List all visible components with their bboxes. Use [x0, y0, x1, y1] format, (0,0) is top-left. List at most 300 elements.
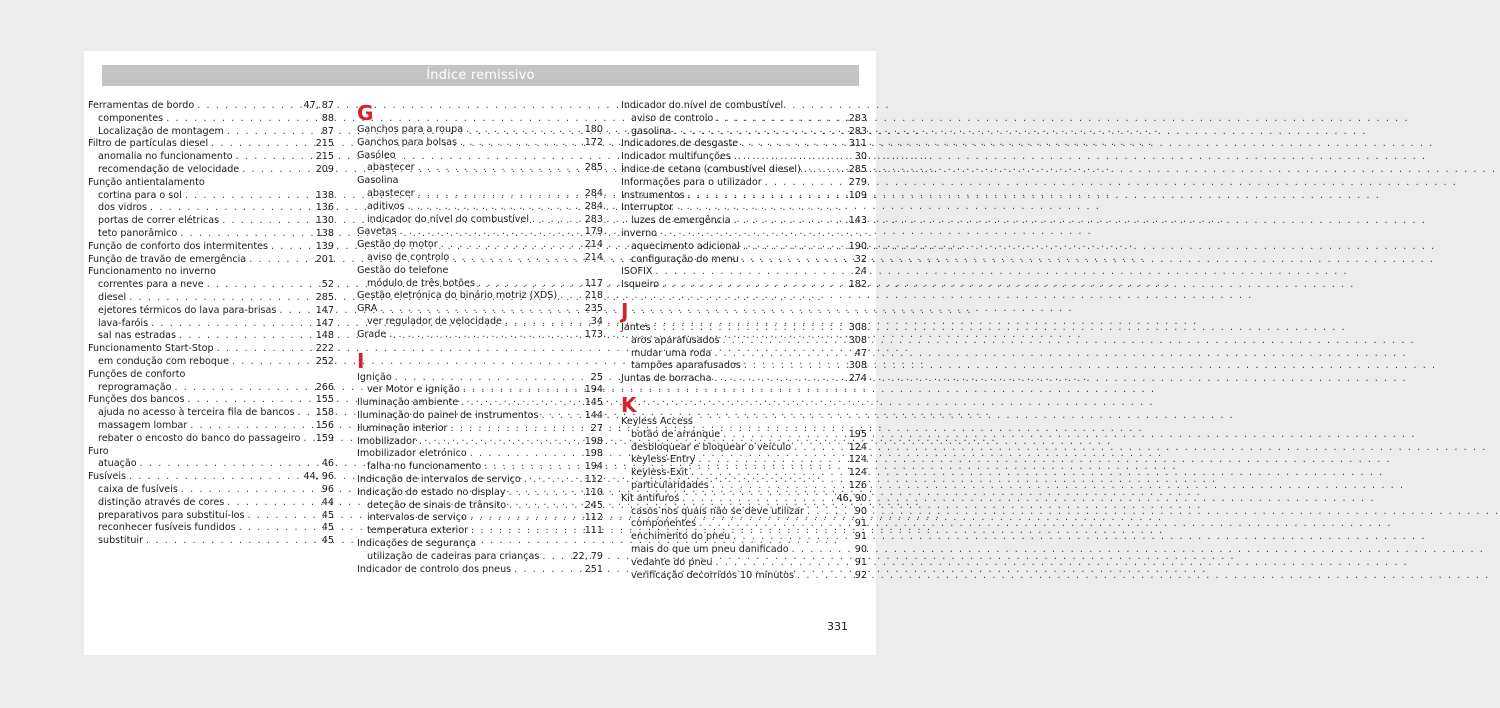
dot-leader	[303, 433, 312, 446]
index-subentry	[88, 497, 334, 510]
entry-page-ref: 222	[315, 343, 334, 355]
dot-leader	[560, 290, 582, 303]
index-subentry	[88, 330, 334, 343]
entry-term: Gavetas	[357, 226, 397, 238]
entry-page-ref: 91	[854, 518, 867, 530]
entry-page-ref: 209	[315, 163, 334, 175]
entry-term: Indicação do estado no display	[357, 486, 506, 498]
index-subentry	[621, 360, 867, 373]
entry-page-ref: 88	[321, 112, 334, 124]
index-subentry	[88, 190, 334, 203]
entry-page-ref: 27	[590, 422, 603, 434]
index-entry	[88, 343, 334, 356]
entry-term: mudar uma roda	[631, 347, 712, 359]
index-subentry	[88, 522, 334, 535]
entry-page-ref: 46, 90	[836, 492, 867, 504]
index-subentry	[357, 162, 603, 175]
index-entry	[621, 279, 867, 292]
index-subentry	[88, 164, 334, 177]
entry-term: Isqueiro	[621, 279, 660, 291]
entry-term: cortina para o sol	[98, 189, 182, 201]
index-heading: Furo	[88, 445, 109, 457]
dot-leader	[395, 372, 588, 385]
entry-term: intervalos de serviço	[367, 512, 467, 524]
entry-term: portas de correr elétricas	[98, 215, 220, 227]
entry-page-ref: 109	[848, 189, 867, 201]
entry-page-ref: 285	[584, 162, 603, 174]
entry-page-ref: 144	[584, 409, 603, 421]
dot-leader	[744, 360, 846, 373]
index-subentry	[621, 570, 867, 583]
entry-page-ref: 96	[321, 483, 334, 495]
entry-term: luzes de emergência	[631, 215, 731, 227]
dot-leader	[542, 551, 569, 564]
dot-leader	[734, 151, 852, 164]
dot-leader	[655, 266, 851, 279]
entry-page-ref: 283	[848, 112, 867, 124]
entry-term: distinção através de cores	[98, 496, 225, 508]
entry-term: ver Motor e ignição	[367, 384, 460, 396]
entry-page-ref: 147	[315, 317, 334, 329]
index-subentry	[621, 113, 867, 126]
index-entry	[357, 372, 603, 385]
dot-leader	[419, 436, 582, 449]
entry-page-ref: 274	[848, 373, 867, 385]
entry-term: componentes	[98, 112, 164, 124]
entry-term: tampões aparafusados	[631, 360, 741, 372]
index-subentry	[621, 429, 867, 442]
index-entry	[357, 474, 603, 487]
index-entry	[621, 322, 867, 335]
index-section-letter: G	[357, 101, 374, 125]
index-entry	[357, 303, 603, 316]
entry-page-ref: 155	[315, 394, 334, 406]
dot-leader	[418, 162, 582, 175]
entry-page-ref: 201	[315, 253, 334, 265]
entry-page-ref: 251	[584, 563, 603, 575]
page-header: Índice remissivo	[102, 65, 859, 86]
entry-term: caixa de fusíveis	[98, 483, 178, 495]
entry-page-ref: 45	[321, 509, 334, 521]
entry-page-ref: 124	[848, 454, 867, 466]
entry-page-ref: 308	[848, 360, 867, 372]
index-entry	[621, 177, 867, 190]
entry-term: dos vidros	[98, 202, 148, 214]
dot-leader	[470, 448, 582, 461]
dot-leader	[175, 382, 313, 395]
dot-leader	[150, 202, 313, 215]
entry-page-ref: 52	[321, 279, 334, 291]
index-entry	[357, 423, 603, 436]
dot-leader	[674, 126, 846, 139]
entry-term: Indicador multifunções	[621, 151, 731, 163]
index-entry	[357, 124, 603, 137]
index-heading: inverno	[621, 227, 658, 239]
entry-page-ref: 283	[584, 213, 603, 225]
dot-leader	[211, 138, 313, 151]
entry-page-ref: 198	[584, 435, 603, 447]
index-subentry	[621, 506, 867, 519]
dot-leader	[227, 497, 319, 510]
dot-leader	[400, 226, 582, 239]
entry-term: ajuda no acesso à terceira fila de bancos	[98, 407, 295, 419]
entry-page-ref: 145	[584, 397, 603, 409]
entry-page-ref: 87	[321, 125, 334, 137]
dot-leader	[461, 397, 581, 410]
entry-page-ref: 285	[315, 291, 334, 303]
index-entry	[88, 138, 334, 151]
entry-term: módulo de três botões	[367, 277, 475, 289]
entry-term: Ferramentas de bordo	[88, 100, 195, 111]
index-section-letter: K	[621, 392, 637, 417]
dot-leader	[140, 458, 319, 471]
dot-leader	[743, 241, 846, 254]
index-entry	[88, 100, 334, 113]
dot-leader	[187, 394, 312, 407]
index-subentry	[621, 335, 867, 348]
dot-leader	[716, 113, 845, 126]
dot-leader	[389, 329, 581, 342]
dot-leader	[765, 177, 846, 190]
entry-page-ref: 139	[315, 240, 334, 252]
dot-leader	[734, 215, 846, 228]
entry-page-ref: 91	[854, 531, 867, 543]
index-subentry	[621, 531, 867, 544]
entry-page-ref: 283	[848, 125, 867, 137]
dot-leader	[441, 239, 582, 252]
manual-page	[84, 51, 876, 655]
index-column-3	[621, 100, 867, 582]
entry-term: Indicadores de desgaste	[621, 138, 739, 150]
index-subentry	[88, 535, 334, 548]
dot-leader	[742, 254, 852, 267]
dot-leader	[524, 474, 582, 487]
index-entry	[621, 164, 867, 177]
entry-term: enchimento do pneu	[631, 531, 731, 543]
entry-page-ref: 214	[584, 239, 603, 251]
entry-page-ref: 110	[584, 486, 603, 498]
entry-page-ref: 190	[848, 240, 867, 252]
entry-page-ref: 44	[321, 496, 334, 508]
dot-leader	[733, 531, 852, 544]
index-entry	[357, 448, 603, 461]
index-subentry	[88, 279, 334, 292]
entry-term: ejetores térmicos do lava para-brisas	[98, 304, 277, 316]
index-subentry	[357, 551, 603, 564]
dot-leader	[691, 467, 846, 480]
entry-page-ref: 22, 79	[572, 550, 603, 562]
index-entry	[621, 190, 867, 203]
index-heading: Gasolina	[357, 175, 399, 187]
entry-page-ref: 198	[584, 448, 603, 460]
entry-page-ref: 194	[584, 461, 603, 473]
entry-term: deteção de sinais de trânsito	[367, 499, 507, 511]
entry-term: Gestão eletrónica do binário motriz (XDS)	[357, 290, 558, 302]
entry-term: aviso de controlo	[367, 251, 450, 263]
entry-page-ref: 47, 87	[303, 100, 334, 111]
dot-leader	[129, 292, 312, 305]
dot-leader	[505, 316, 588, 329]
index-subentry	[88, 407, 334, 420]
dot-leader	[452, 252, 581, 265]
index-subentry	[357, 316, 603, 329]
dot-leader	[151, 318, 313, 331]
index-entry	[357, 397, 603, 410]
dot-leader	[698, 454, 845, 467]
index-entry	[357, 137, 603, 150]
entry-term: desbloquear e bloquear o veículo	[631, 441, 792, 453]
entry-term: Imobilizador	[357, 435, 416, 447]
entry-term: GRA	[357, 303, 378, 315]
dot-leader	[688, 190, 846, 203]
dot-leader	[217, 343, 313, 356]
dot-leader	[180, 228, 312, 241]
dot-leader	[723, 429, 845, 442]
dot-leader	[279, 305, 312, 318]
entry-term: particularidades	[631, 479, 709, 491]
dot-leader	[723, 335, 846, 348]
entry-page-ref: 112	[584, 512, 603, 524]
index-subentry	[621, 467, 867, 480]
dot-leader	[166, 113, 319, 126]
entry-term: casos nos quais não se deve utilizar	[631, 505, 804, 517]
entry-term: Filtro de partículas diesel	[88, 138, 209, 150]
index-heading: Indicador do nível de combustível	[621, 100, 784, 111]
index-subentry	[357, 188, 603, 201]
index-subentry	[621, 480, 867, 493]
entry-page-ref: 284	[584, 187, 603, 199]
entry-page-ref: 32	[854, 253, 867, 265]
index-subentry	[621, 348, 867, 361]
entry-page-ref: 156	[315, 419, 334, 431]
dot-leader	[197, 100, 300, 113]
entry-page-ref: 24	[854, 266, 867, 278]
entry-term: sal nas estradas	[98, 330, 177, 342]
index-entry	[357, 239, 603, 252]
entry-page-ref: 92	[854, 569, 867, 581]
index-subentry	[357, 512, 603, 525]
entry-page-ref: 46	[321, 458, 334, 470]
index-subentry	[621, 454, 867, 467]
entry-page-ref: 195	[848, 428, 867, 440]
entry-term: Imobilizador eletrónico	[357, 448, 467, 460]
dot-leader	[509, 487, 582, 500]
entry-term: reconhecer fusíveis fundidos	[98, 522, 236, 534]
entry-term: Função de conforto dos intermitentes	[88, 240, 268, 252]
entry-term: abastecer	[367, 162, 415, 174]
entry-page-ref: 124	[848, 441, 867, 453]
index-column-2	[357, 100, 603, 576]
index-entry	[357, 487, 603, 500]
index-subentry	[88, 458, 334, 471]
entry-page-ref: 148	[315, 330, 334, 342]
entry-page-ref: 194	[584, 384, 603, 396]
entry-page-ref: 91	[854, 556, 867, 568]
dot-leader	[807, 506, 852, 519]
entry-term: Índice de cetano (combustível diesel)	[621, 163, 801, 175]
entry-page-ref: 138	[315, 189, 334, 201]
index-subentry	[88, 126, 334, 139]
entry-page-ref: 47	[854, 347, 867, 359]
dot-leader	[185, 190, 313, 203]
entry-page-ref: 308	[848, 334, 867, 346]
index-subentry	[88, 215, 334, 228]
index-subentry	[621, 126, 867, 139]
index-heading: Funções de conforto	[88, 368, 186, 380]
entry-term: Ganchos para bolsas	[357, 136, 458, 148]
entry-term: Instrumentos	[621, 189, 685, 201]
entry-page-ref: 124	[848, 467, 867, 479]
entry-term: verificação decorridos 10 minutos	[631, 569, 795, 581]
entry-page-ref: 179	[584, 226, 603, 238]
index-subentry	[88, 113, 334, 126]
entry-term: Gestão do motor	[357, 239, 438, 251]
entry-page-ref: 138	[315, 227, 334, 239]
index-section-letter: J	[621, 298, 629, 323]
entry-term: aviso de controlo	[631, 112, 714, 124]
index-subentry	[88, 318, 334, 331]
entry-term: Grade	[357, 328, 387, 340]
entry-page-ref: 90	[854, 505, 867, 517]
entry-term: configuração do menu	[631, 253, 739, 265]
index-heading: Gasóleo	[357, 149, 396, 161]
entry-term: abastecer	[367, 187, 415, 199]
entry-term: Função de travão de emergência	[88, 253, 247, 265]
index-subentry	[621, 518, 867, 531]
dot-leader	[222, 215, 313, 228]
entry-page-ref: 34	[590, 315, 603, 327]
entry-term: diesel	[98, 291, 127, 303]
entry-term: componentes	[631, 518, 697, 530]
entry-page-ref: 25	[590, 371, 603, 383]
entry-term: Indicador de controlo dos pneus	[357, 563, 512, 575]
entry-page-ref: 308	[848, 321, 867, 333]
dot-leader	[460, 137, 582, 150]
index-subentry	[357, 384, 603, 397]
dot-leader	[699, 518, 852, 531]
entry-term: rebater o encosto do banco do passageiro	[98, 432, 301, 444]
entry-page-ref: 45	[321, 522, 334, 534]
index-subentry	[88, 202, 334, 215]
entry-page-ref: 284	[584, 200, 603, 212]
index-entry	[357, 329, 603, 342]
entry-page-ref: 112	[584, 473, 603, 485]
entry-page-ref: 215	[315, 138, 334, 150]
index-subentry	[88, 228, 334, 241]
entry-page-ref: 158	[315, 407, 334, 419]
entry-page-ref: 172	[584, 136, 603, 148]
entry-term: Funções dos bancos	[88, 394, 185, 406]
index-entry	[357, 226, 603, 239]
dot-leader	[146, 535, 319, 548]
index-entry	[357, 436, 603, 449]
entry-page-ref: 90	[854, 543, 867, 555]
entry-term: falha no funcionamento	[367, 461, 482, 473]
index-section-letter: I	[357, 348, 365, 373]
dot-leader	[227, 126, 319, 139]
dot-leader	[271, 241, 313, 254]
entry-term: botão de arranque	[631, 428, 721, 440]
entry-term: indicador do nível do combustível	[367, 213, 529, 225]
entry-term: aros aparafusados	[631, 334, 720, 346]
dot-leader	[239, 522, 319, 535]
index-subentry	[621, 544, 867, 557]
index-heading: Função antientalamento	[88, 176, 205, 188]
dot-leader	[509, 500, 582, 513]
dot-leader	[682, 493, 833, 506]
dot-leader	[190, 420, 312, 433]
dot-leader	[129, 471, 301, 484]
dot-leader	[662, 279, 846, 292]
page-number: 331	[827, 620, 848, 633]
entry-term: Juntas de borracha	[621, 373, 712, 385]
entry-term: mais do que um pneu danificado	[631, 543, 789, 555]
index-subentry	[88, 356, 334, 369]
entry-page-ref: 285	[848, 163, 867, 175]
dot-leader	[418, 188, 582, 201]
index-subentry	[357, 525, 603, 538]
entry-term: aquecimento adicional	[631, 240, 740, 252]
entry-page-ref: 311	[848, 138, 867, 150]
entry-term: temperatura exterior	[367, 525, 469, 537]
index-entry	[621, 266, 867, 279]
dot-leader	[797, 570, 852, 583]
dot-leader	[714, 348, 851, 361]
entry-page-ref: 130	[315, 215, 334, 227]
index-heading: Gestão do telefone	[357, 264, 449, 276]
entry-term: correntes para a neve	[98, 279, 204, 291]
dot-leader	[542, 410, 582, 423]
index-heading: Funcionamento no inverno	[88, 266, 216, 278]
dot-leader	[741, 138, 846, 151]
entry-term: Iluminação do painel de instrumentos	[357, 409, 539, 421]
index-entry	[88, 241, 334, 254]
index-heading: Keyless Access	[621, 415, 693, 427]
index-entry	[88, 471, 334, 484]
index-subentry	[88, 305, 334, 318]
index-subentry	[88, 382, 334, 395]
entry-term: keyless-Entry	[631, 454, 696, 466]
entry-term: massagem lombar	[98, 419, 188, 431]
index-subentry	[357, 500, 603, 513]
entry-term: Iluminação interior	[357, 422, 448, 434]
index-entry	[357, 564, 603, 577]
index-subentry	[621, 241, 867, 254]
dot-leader	[298, 407, 313, 420]
dot-leader	[715, 373, 846, 386]
entry-term: teto panorâmico	[98, 227, 178, 239]
index-subentry	[88, 510, 334, 523]
dot-leader	[181, 484, 319, 497]
index-subentry	[357, 201, 603, 214]
entry-term: reprogramação	[98, 381, 172, 393]
index-subentry	[357, 252, 603, 265]
index-column-1	[88, 100, 334, 548]
dot-leader	[380, 303, 581, 316]
entry-term: preparativos para substituí-los	[98, 509, 245, 521]
dot-leader	[179, 330, 313, 343]
dot-leader	[794, 442, 846, 455]
index-subentry	[88, 433, 334, 446]
entry-term: recomendação de velocidade	[98, 163, 240, 175]
index-entry	[621, 138, 867, 151]
entry-term: gasolina	[631, 125, 672, 137]
entry-page-ref: 147	[315, 304, 334, 316]
entry-term: anomalia no funcionamento	[98, 151, 233, 163]
index-subentry	[88, 292, 334, 305]
entry-term: Informações para o utilizador	[621, 176, 762, 188]
dot-leader	[712, 480, 846, 493]
